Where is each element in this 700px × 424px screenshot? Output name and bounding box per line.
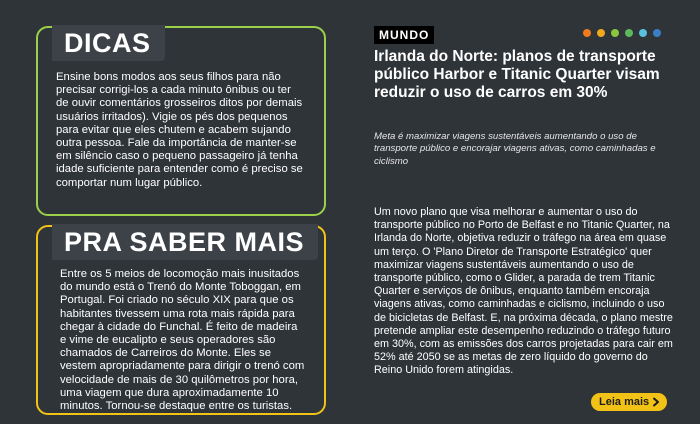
section-tag: MUNDO [374, 26, 434, 44]
chevron-right-icon [651, 397, 661, 407]
read-more-label: Leia mais [599, 396, 650, 408]
dicas-title: DICAS [52, 25, 165, 61]
read-more-button[interactable] [591, 393, 667, 411]
color-dots [583, 29, 661, 37]
color-dot [625, 29, 633, 37]
color-dot [583, 29, 591, 37]
news-headline[interactable]: Irlanda do Norte: planos de transporte público Harbor e Titanic Quarter visam reduzir o uso de carros em 30% [374, 48, 660, 101]
dicas-text: Ensine bons modos aos seus filhos para não precisar corrigi-los a cada minuto ônibus ou ter de ouvir comentários grosseiros ditos por demais usuários irritados). Vigie os pés dos pequenos para evitar que eles chutem e acabem sujando outra pessoa. Fale da importância de manter-se em silêncio caso o pequeno passageiro já tenha idade suficiente para entender como é preciso se comportar num lugar público. [56, 71, 303, 189]
color-dot [611, 29, 619, 37]
saber-mais-box [36, 225, 326, 415]
saber-mais-text: Entre os 5 meios de locomoção mais inusitados do mundo está o Trenó do Monte Toboggan, em Portugal. Foi criado no século XIX para que os habitantes tivessem uma rota mais rápida para chegar à cidade do Funchal. É feito de madeira e vime de eucalipto e seus operadores são chamados de Carreiros do Monte. Eles se vestem apropriadamente para dirigir o trenó com velocidade de mais de 30 quilômetros por hora, uma viagem que dura aproximadamente 10 minutos. Tornou-se destaque entre os turistas. [60, 268, 305, 413]
color-dot [653, 29, 661, 37]
dicas-box [36, 26, 326, 216]
news-body: Um novo plano que visa melhorar e aumentar o uso do transporte público no Porto de Belfast e no Titanic Quarter, na Irlanda do Norte, objetiva reduzir o tráfego na área em quase um terço. O 'Plano Diretor de Transporte Estratégico' quer maximizar viagens sustentáveis aumentando o uso de transporte público, como o Glider, a parada de trem Titanic Quarter e serviços de ônibus, enquanto também encoraja viagens ativas, como caminhadas e ciclismo, incluindo o uso de bicicletas de Belfast. E, na próxima década, o plano mestre pretende ampliar este desempenho reduzindo o tráfego futuro em 30%, com as emissões dos carros projetadas para cair em 52% até 2050 se as metas de zero líquido do governo do Reino Unido forem atingidas. [374, 206, 673, 377]
news-subhead: Meta é maximizar viagens sustentáveis aumentando o uso de transporte público e encorajar viagens ativas, como caminhadas e ciclismo [374, 131, 656, 167]
color-dot [639, 29, 647, 37]
color-dot [597, 29, 605, 37]
saber-mais-title: PRA SABER MAIS [52, 224, 318, 260]
